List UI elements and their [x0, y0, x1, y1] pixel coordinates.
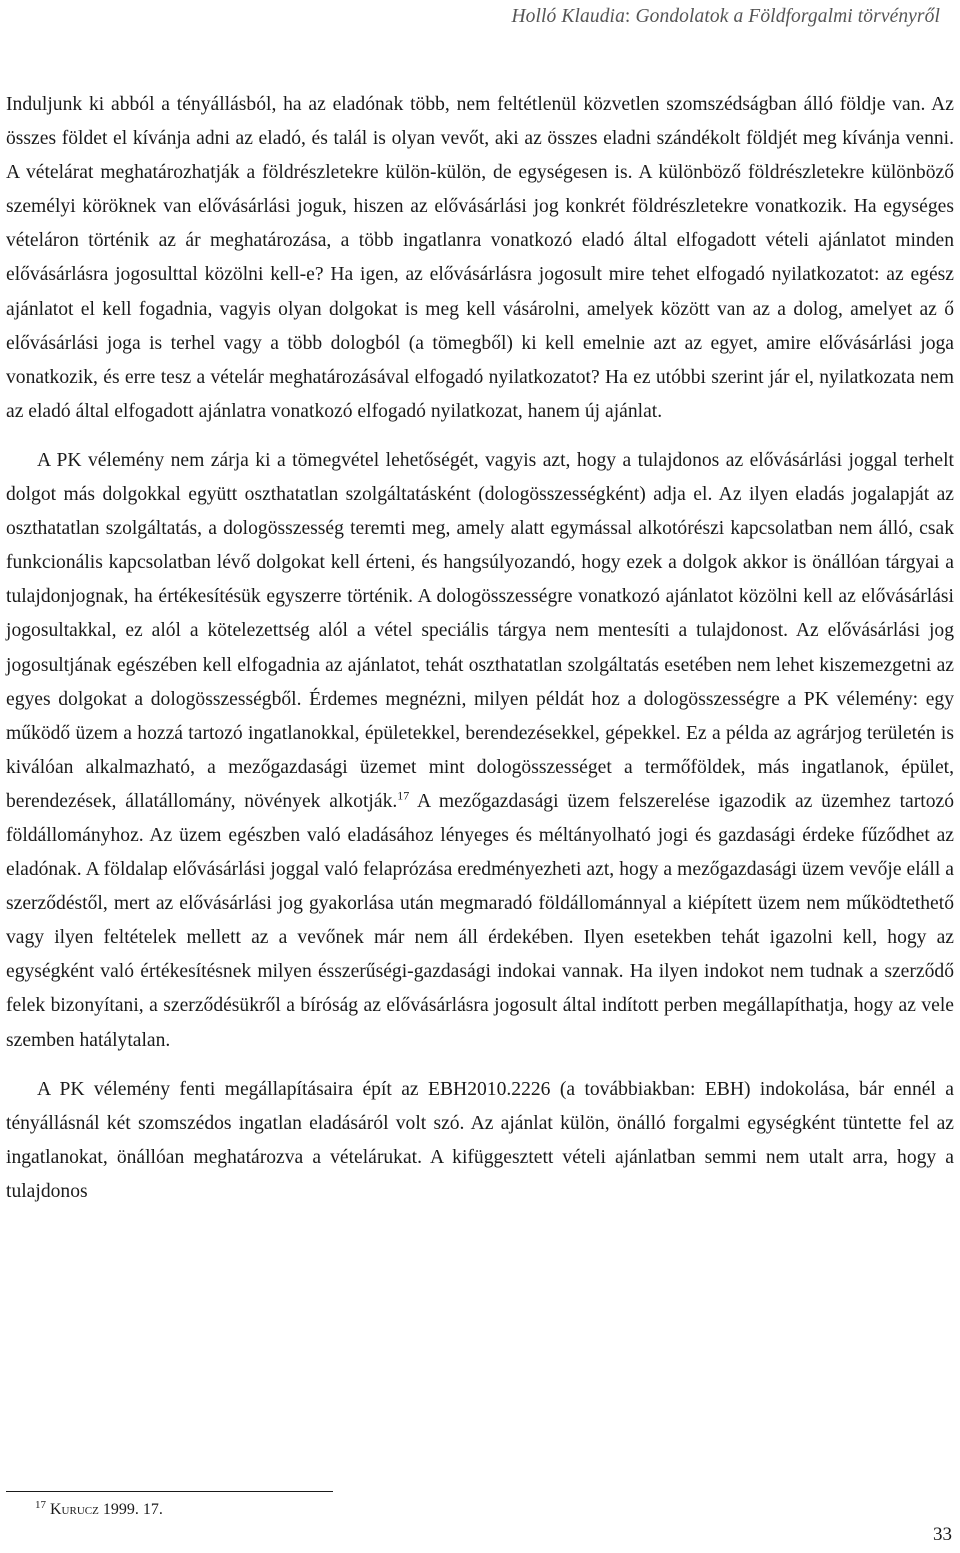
- body-text: [6, 88, 954, 1209]
- paragraph-2-text-b: A mezőgazdasági üzem felszerelése igazodik az üzemhez tartozó földállományhoz. Az üzem egészben való eladásához lényeges és méltányolható jogi és gazdasági érdeke fűződhet az eladónak. A földalap elővásárlási joggal való felaprózása eredményezheti azt, hogy a mezőgazdasági üzem vevője eláll a szerződéstől, mert az elővásárlási jog gyakorlása után megmaradó földállománnyal a kiépített üzem nem működtethető vagy ilyen feltételek mellett az a vevőnek már nem áll érdekében. Ilyen esetekben tehát igazolni kell, hogy az egységként való értékesítésnek milyen ésszerűségi-gazdasági indokai vannak. Ha ilyen indokot nem tudnak a szerződő felek bizonyítani, a szerződésükről a bíróság az elővásárlásra jogosult által indított perben megállapíthatja, hogy az vele szemben hatálytalan.: [6, 790, 954, 1051]
- footnote: [35, 1498, 163, 1519]
- header-separator: :: [624, 6, 631, 27]
- footnote-number: 17: [35, 1498, 46, 1511]
- paragraph-2: [6, 444, 954, 1058]
- footnote-author: Kurucz: [50, 1501, 99, 1518]
- footnote-reference[interactable]: 17: [397, 788, 410, 803]
- header-author: Holló Klaudia: [511, 6, 625, 27]
- paragraph-1-text: Induljunk ki abból a tényállásból, ha az eladónak több, nem feltétlenül közvetlen szomszédságban álló földje van. Az összes földet el kívánja adni az eladó, és talál is olyan vevőt, aki az összes eladni szándékolt földjét meg kívánja venni. A vételárat meghatározhatják a földrészletekre külön-külön, de egységesen is. A különböző földrészletekre különböző személyi köröknek van elővásárlási joguk, hiszen az elővásárlási jog konkrét földrészletekre vonatkozik. Ha egységes vételáron történik az ár meghatározása, a több ingatlanra vonatkozó eladó által elfogadott vételi ajánlatot minden elővásárlásra jogosulttal közölni kell-e? Ha igen, az elővásárlásra jogosult mire tehet elfogadó nyilatkozatot: az egész ajánlatot el kell fogadnia, vagyis olyan dolgokat is meg kell vásárolni, amelyek között van az a dolog, amelyet az ő elővásárlási joga is terhel vagy a több dologból (a tömegből) ki kell emelnie azt az egyet, amire elővásárlási joga vonatkozik, és erre tesz a vételár meghatározásával elfogadó nyilatkozatot? Ha ez utóbbi szerint jár el, nyilatkozata nem az eladó által elfogadott ajánlatra vonatkozó elfogadó nyilatkozat, hanem új ajánlat.: [6, 94, 954, 422]
- paragraph-1: [6, 88, 954, 429]
- paragraph-2-text-a: A PK vélemény nem zárja ki a tömegvétel lehetőségét, vagyis azt, hogy a tulajdonos az elővásárlási joggal terhelt dolgot más dolgokkal együtt oszthatatlan szolgáltatásként (dologösszességként) adja el. Az ilyen eladás jogalapját az oszthatatlan szolgáltatás, a dologösszesség teremti meg, amely alatt egymással alkotórészi kapcsolatban nem álló, csak funkcionális kapcsolatban lévő dolgokat kell érteni, és hangsúlyozandó, hogy ezek a dolgok akkor is önállóan tárgyai a tulajdonjognak, ha értékesítésük egyszerre történik. A dologösszességre vonatkozó ajánlatot közölni kell az elővásárlási jogosultakkal, ez alól a kötelezettség alól a vétel speciális tárgya nem mentesíti a tulajdonost. Az elővásárlási jog jogosultjának egészében kell elfogadnia az ajánlatot, tehát oszthatatlan szolgáltatás esetében nem lehet kiszemezgetni az egyes dolgokat a dologösszességből. Érdemes megnézni, milyen példát hoz a dologösszességre a PK vélemény: egy működő üzem a hozzá tartozó ingatlanokkal, épületekkel, berendezésekkel, gépekkel. Ez a példa az agrárjog területén is kiválóan alkalmazható, a mezőgazdasági üzemet mint dologösszességet a termőföldek, más ingatlanok, épület, berendezések, állatállomány, növények alkotják.: [6, 449, 954, 812]
- footnote-divider: [6, 1491, 333, 1492]
- paragraph-3-text: A PK vélemény fenti megállapításaira épít az EBH2010.2226 (a továbbiakban: EBH) indokolása, bár ennél a tényállásnál két szomszédos ingatlan eladásáról volt szó. Az ajánlat külön, önálló forgalmi egységként tüntette fel az ingatlanokat, önállóan meghatározva a vételárukat. A kifüggesztett vételi ajánlatban semmi nem utalt arra, hogy a tulajdonos: [6, 1078, 954, 1202]
- header-title: Gondolatok a Földforgalmi törvényről: [635, 6, 940, 27]
- running-header: [511, 6, 940, 28]
- paragraph-3: [6, 1073, 954, 1209]
- page-number: 33: [933, 1524, 952, 1545]
- footnote-citation: 1999. 17.: [98, 1501, 163, 1518]
